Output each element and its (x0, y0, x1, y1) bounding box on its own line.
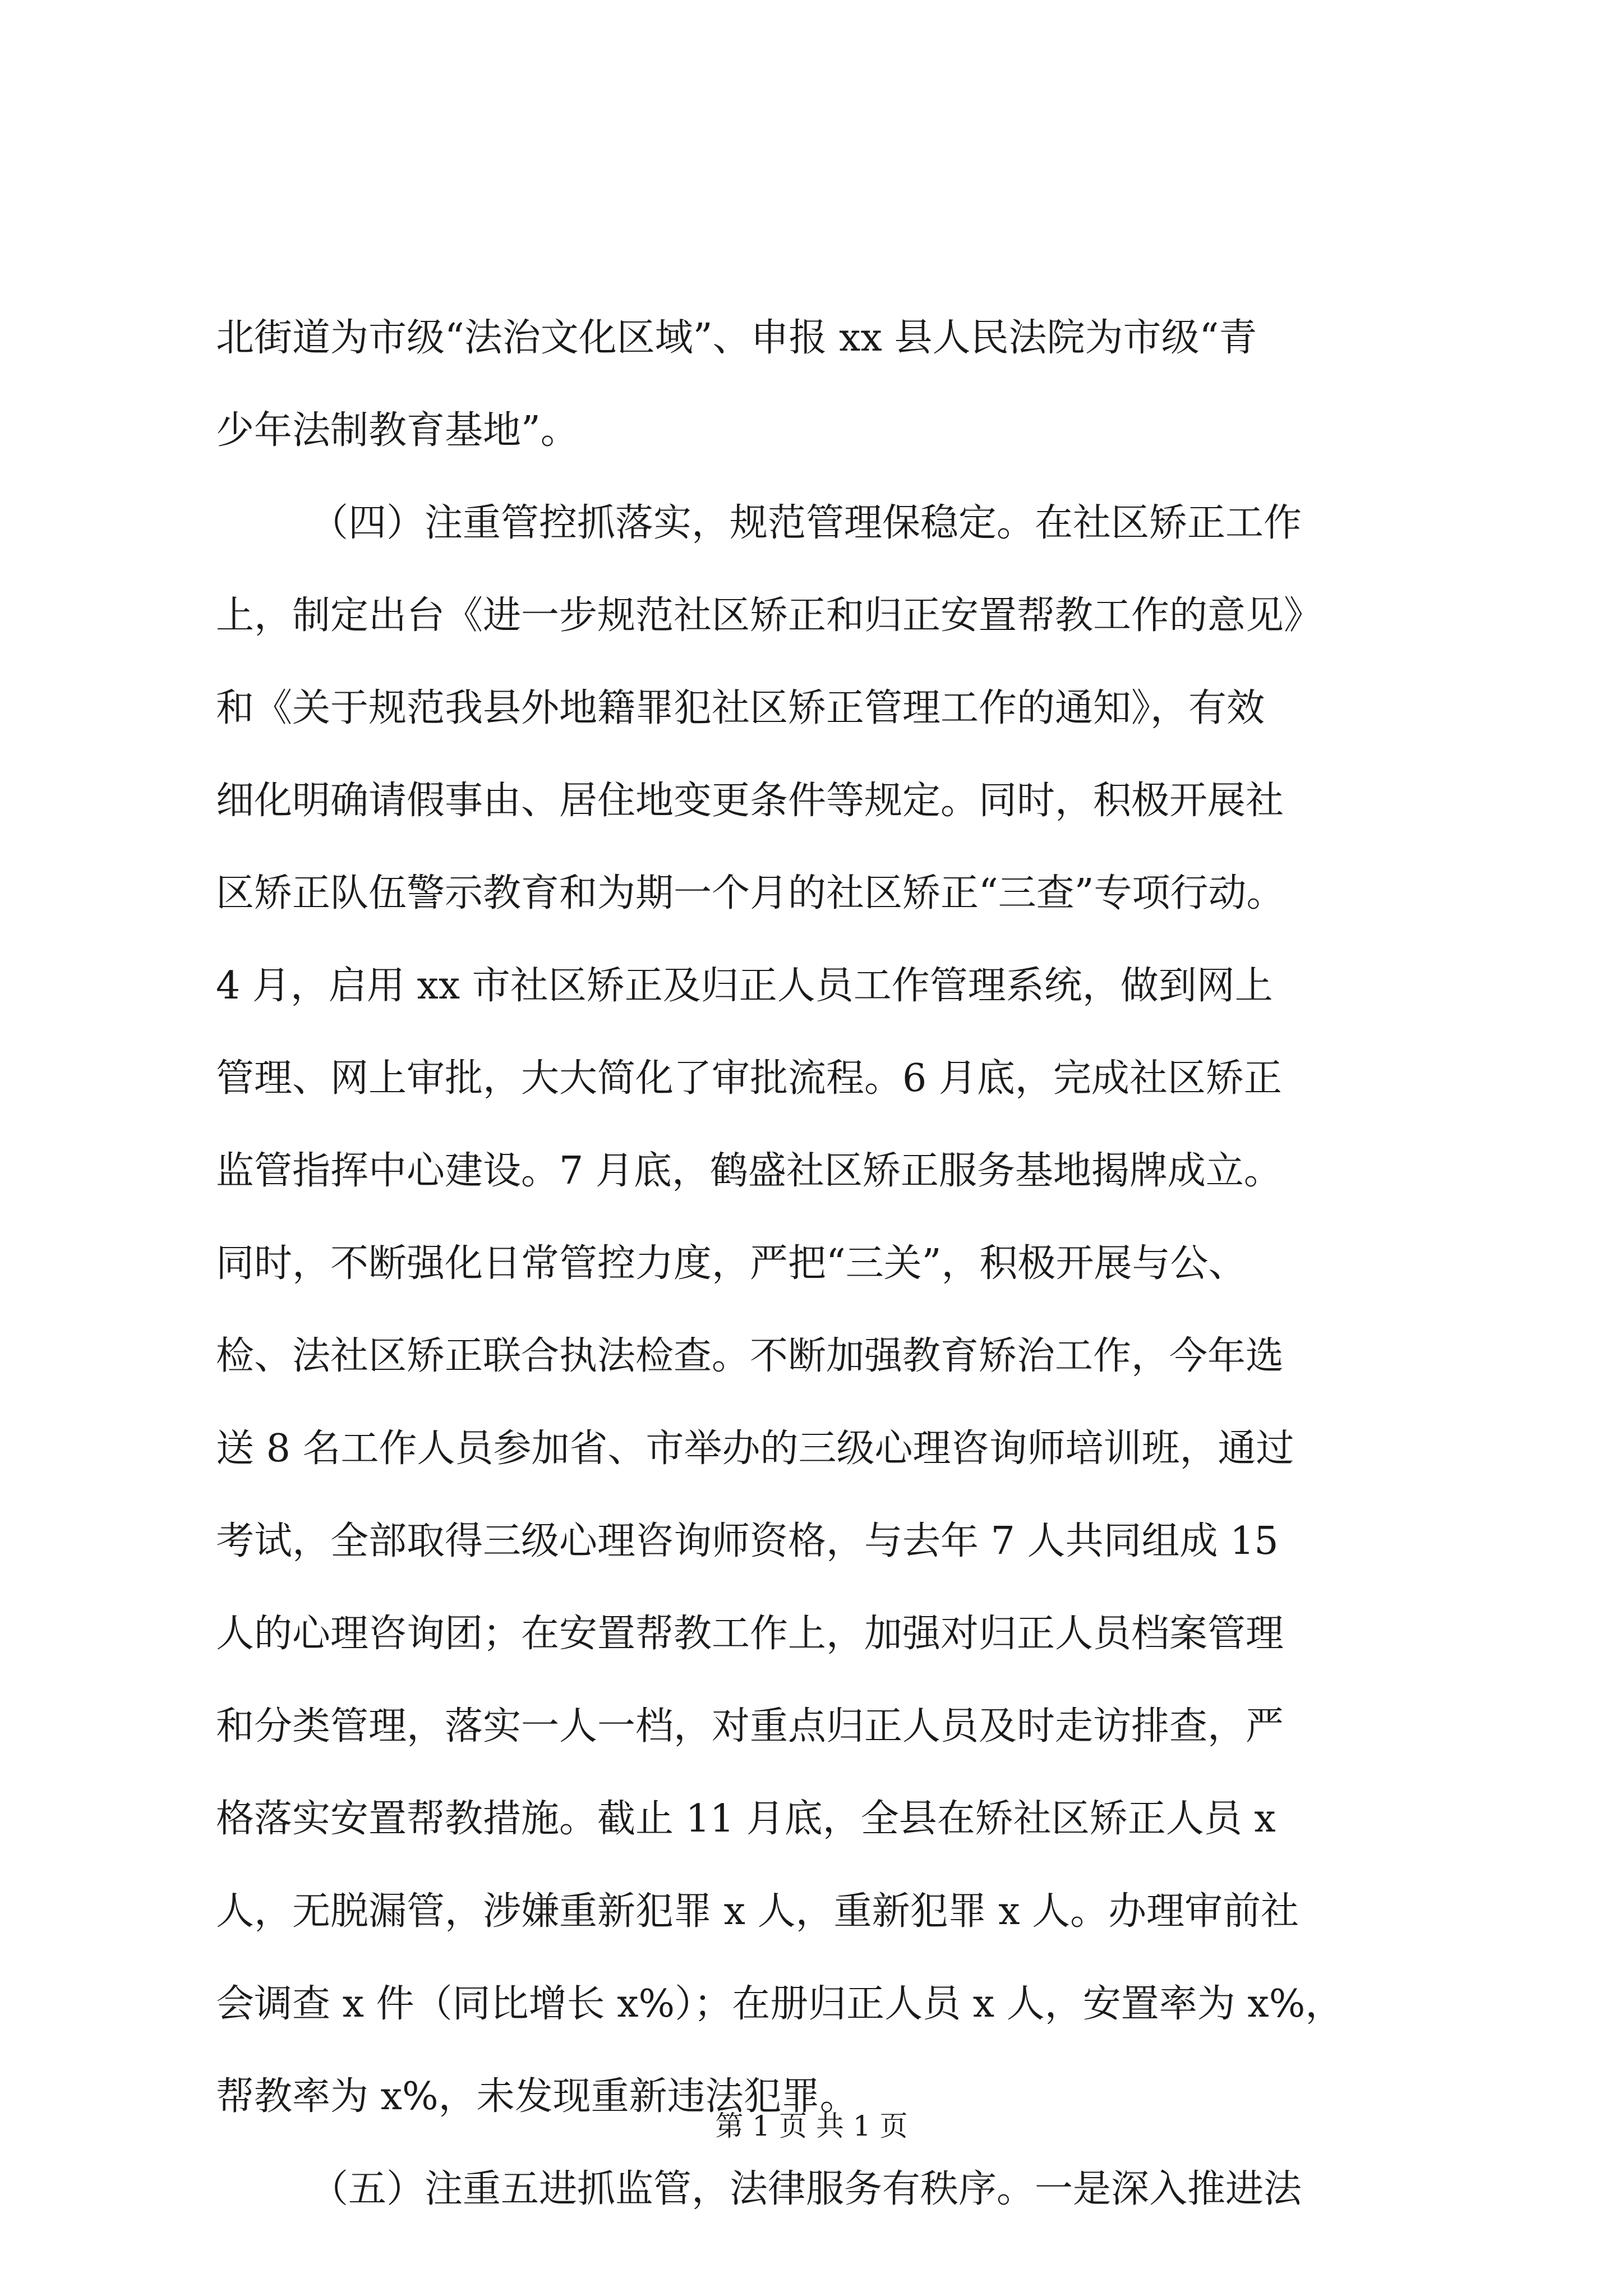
text-line: 送 8 名工作人员参加省、市举办的三级心理咨询师培训班，通过 (216, 1427, 1294, 1471)
body-text (216, 292, 1410, 2235)
section-heading-line: （五）注重五进抓监管，法律服务有秩序。一是深入推进法 (310, 2167, 1302, 2211)
text-line: 管理、网上审批，大大简化了审批流程。6 月底，完成社区矫正 (216, 1056, 1282, 1101)
section-heading-line: （四）注重管控抓落实，规范管理保稳定。在社区矫正工作 (310, 501, 1302, 545)
text-line: 上，制定出台《进一步规范社区矫正和归正安置帮教工作的意见》 (216, 593, 1322, 638)
text-line: 格落实安置帮教措施。截止 11 月底，全县在矫社区矫正人员 x (216, 1797, 1276, 1841)
text-line: 考试，全部取得三级心理咨询师资格，与去年 7 人共同组成 15 (216, 1519, 1279, 1563)
text-line: 会调查 x 件（同比增长 x%）；在册归正人员 x 人，安置率为 x%， (216, 1982, 1344, 2026)
text-line: 人的心理咨询团；在安置帮教工作上，加强对归正人员档案管理 (216, 1612, 1284, 1656)
text-line: 北街道为市级“法治文化区域”、申报 xx 县人民法院为市级“青 (216, 316, 1257, 360)
text-line: 人，无脱漏管，涉嫌重新犯罪 x 人，重新犯罪 x 人。办理审前社 (216, 1889, 1299, 1934)
text-line: 4 月，启用 xx 市社区矫正及归正人员工作管理系统，做到网上 (216, 964, 1273, 1008)
text-line: 和分类管理，落实一人一档，对重点归正人员及时走访排查，严 (216, 1704, 1284, 1749)
text-line: 检、法社区矫正联合执法检查。不断加强教育矫治工作，今年选 (216, 1334, 1284, 1378)
text-line: 区矫正队伍警示教育和为期一个月的社区矫正“三查”专项行动。 (216, 871, 1285, 915)
page-footer: 第 1 页 共 1 页 (715, 2110, 908, 2142)
text-line: 和《关于规范我县外地籍罪犯社区矫正管理工作的通知》，有效 (216, 686, 1265, 730)
text-line: 同时，不断强化日常管控力度，严把“三关”，积极开展与公、 (216, 1241, 1247, 1286)
text-line: 少年法制教育基地”。 (216, 408, 579, 453)
text-line: 帮教率为 x%，未发现重新违法犯罪。 (216, 2074, 858, 2119)
text-line: 细化明确请假事由、居住地变更条件等规定。同时，积极开展社 (216, 779, 1284, 823)
text-line: 监管指挥中心建设。7 月底，鹤盛社区矫正服务基地揭牌成立。 (216, 1149, 1282, 1193)
